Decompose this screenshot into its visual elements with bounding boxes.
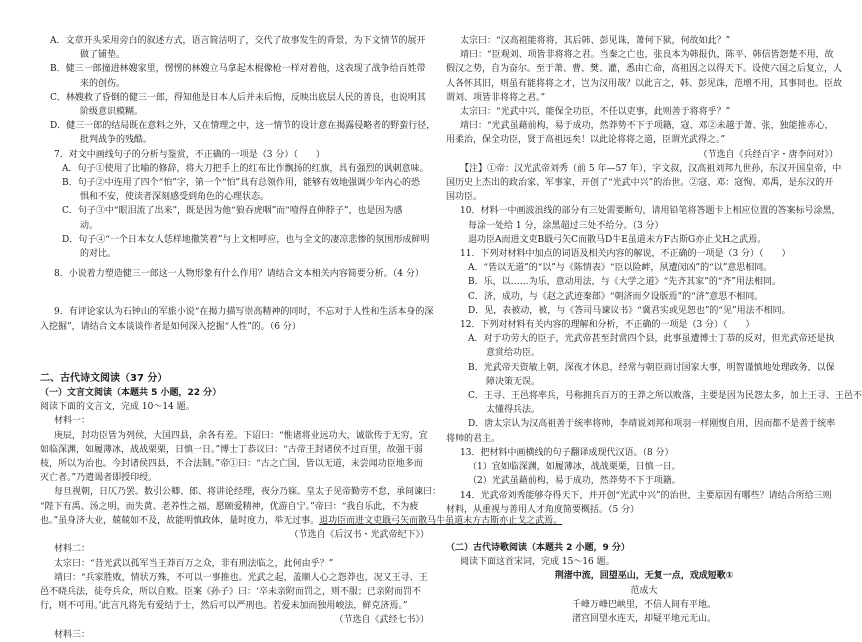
question-11: [446, 247, 842, 318]
q13-line: 13．把材料中画横线的句子翻译成现代汉语。（8 分）: [460, 447, 674, 458]
material-line: 太宗曰：“光武中兴，能保全功臣，不任以吏事，此则善于将将乎？”: [460, 107, 731, 118]
q6-option-line: D．健三一郎的结局既在意料之外，又在情理之中，这一情节的设计意在揭露侵略者的野蛮行径，: [50, 121, 436, 132]
annotation-note: [446, 162, 842, 205]
q6-option-line: 批判战争的残酷。: [80, 135, 153, 146]
question-14: [446, 489, 842, 517]
subsection-intro: 阅读下面的文言文，完成 10～14 题。: [40, 402, 195, 413]
q12-line: 12．下列对材料有关内容的理解和分析，不正确的一项是（3 分）（ ）: [460, 320, 755, 331]
poem-line: 千峰万峰巴峡里，不信人间有平地。: [571, 599, 716, 610]
material-label: 材料三：: [54, 629, 91, 640]
material-line: 用柔治，保全功臣，贤于高祖远矣！以此论将将之道，臣谓光武得之。”: [446, 135, 726, 146]
question-10: [446, 204, 842, 247]
subsection-intro: 阅读下面这首宋词，完成 15～16 题。: [460, 557, 615, 568]
material-line: 谓刘、项皆非将将之君。”: [446, 92, 546, 103]
material-line: 如临深渊，如履薄冰，战战栗栗，日慎一日。”博士丁恭议曰：“古帝王封诸侯不过百里，故强干弱: [40, 444, 423, 455]
q6-option-line: B．健三一郎撞进林嫂家里，愣愣的林嫂立马拿起木棍像枪一样对着他，这表现了战争给百姓带: [50, 64, 426, 75]
material-line: 灭亡者。”乃遣谒者即授印绶。: [40, 473, 158, 484]
q6-option-line: C．林嫂救了昏倒的健三一郎，得知他是日本人后并未后悔，反映出底层人民的善良，也说明其: [50, 92, 426, 103]
q13-line: （2）光武虽藉前构，易于成功，然莽势不下于项籍。: [468, 476, 681, 487]
q6-option-line: 做了铺垫。: [80, 50, 126, 61]
question-7: [40, 148, 433, 262]
q6-options: [40, 34, 436, 148]
material-line: “陛下有禹、汤之明，而失黄、老养性之福，愿颐爱精神，优游自宁。”帝曰：“我自乐此，不为疲: [40, 501, 419, 512]
q12-line: D．唐太宗认为汉高祖善于统率将帅，李靖说刘邦和项羽一样刚愎自用，因而都不是善于统率: [468, 419, 836, 430]
material-2: [40, 542, 433, 627]
question-13: [446, 446, 842, 489]
material-line: 庚辰，封功臣皆为列侯，大国四县，余各有差。下诏曰：“惟诸将业远功大，诚欲传于无穷，宜: [54, 430, 428, 441]
q7-stem: 7．对文中画线句子的分析与鉴赏，不正确的一项是（3 分）（ ）: [54, 149, 325, 160]
material-label: 材料二：: [54, 544, 91, 555]
material-source: （节选自《武经七书》）: [334, 615, 429, 626]
q10-line: 退功臣A而进文吏B戢弓矢C而散马D牛E虽道未方F古斯G亦止戈H之武焉。: [468, 234, 767, 245]
note-line: 国历史上杰出的政治家、军事家，开创了“光武中兴”的治世。②寇、邓：寇恂、邓禹，是东汉的开: [446, 178, 834, 189]
q12-line: A．对于功劳大的臣子，光武帝甚至封赏四个县，此事虽遭博士丁恭的反对，但光武帝还是执: [468, 334, 835, 345]
question-12: [446, 318, 862, 446]
q7-option-line: C．句子③中“眼泪流了出来”，既是因为他“狼吞虎咽”而“噎得直伸脖子”，也是因为感: [62, 206, 403, 217]
q12-line: 将帅的君主。: [446, 433, 501, 444]
q12-line: 意赏给功臣。: [486, 348, 541, 359]
note-line: 【注】①帝：汉光武帝刘秀（前 5 年—57 年），字文叔，汉高祖刘邦九世孙，东汉开国皇帝，中: [460, 163, 842, 174]
q12-line: B．光武帝天资敏上朝，深夜才休息，经常与朝臣商讨国家大事，明智谨慎地处理政务，以保: [468, 362, 835, 373]
material-line: 靖曰：“臣观刘、项皆非将将之君。当秦之亡也，张良本为韩报仇，陈平、韩信皆怨楚不用，故: [460, 50, 834, 61]
wavy-underline-passage: 退功臣而进文吏戢弓矢而散马牛虽道未方古斯亦止戈之武焉。: [319, 515, 563, 526]
q7-option-line: A．句子①使用了比喻的修辞，将大刀把手上的红布比作飘扬的红旗，具有强烈的讽刺意味。: [62, 163, 429, 174]
q12-line: 太懂得兵法。: [486, 405, 541, 416]
q14-line: 材料，从重视与善用人才角度简要概括。（5 分）: [446, 504, 640, 515]
q12-line: 障决策无误。: [486, 376, 541, 387]
material-line: 靖曰：“兵家胜败，情状万殊，不可以一事推也。光武之起，盖顺人心之怨莽也，况又王寻、王: [54, 572, 428, 583]
q11-line: D．见，表被动，被，与《答司马谏议书》“冀君实或见恕也”的“见”用法不相同。: [468, 305, 791, 316]
subsection-title: （二）古代诗歌阅读（本题共 2 小题，9 分）: [446, 542, 630, 553]
q11-line: C．济，成功，与《赵之武迹秦郎》“朝济而夕设版焉”的“济”意思不相同。: [468, 291, 764, 302]
q14-line: 14．光武帝刘秀能够夺得天下，并开创“光武中兴”的治世，主要原因有哪些？请结合所给三则: [460, 490, 832, 501]
material-source: （节选自《后汉书・光武帝纪下》）: [289, 530, 429, 541]
section-title: 二、古代诗文阅读（37 分）: [40, 372, 168, 384]
q7-option-line: 的对比。: [80, 249, 117, 260]
right-column: [446, 34, 862, 626]
material-line: 行，则不可用。’此言凡将先有爱结于士，然后可以严刑也。若爱未加而独用峻法，鲜克济焉。”: [40, 601, 408, 612]
subsection-title: （一）文言文阅读（本题共 5 小题，22 分）: [40, 388, 222, 399]
q7-option-line: D．句子④“一个日本女人恁样地撒笑着”与上文相呼应，也与全文的凄凉悲惨的氛围形成鲜明: [62, 234, 430, 245]
q10-line: 10．材料一中画波浪线的部分有三处需要断句，请用铅笔将答题卡上相应位置的答案标号涂黑，: [460, 206, 841, 217]
material-line: 邑不晓兵法，徒夸兵众，所以自败。臣案《孙子》曰：‘卒未亲附而罚之，则不服；已亲附而罚不: [40, 586, 421, 597]
q7-option-line: 惧和不安，使读者深刻感受到角色的心理状态。: [80, 192, 270, 203]
poem-line: 渚宫回望水连天，却疑平地元无山。: [571, 613, 716, 624]
poem-title: 荆渚中流，回望巫山，无复一点，戏成短歌①: [554, 571, 734, 582]
question-8: 8．小说着力塑造健三一郎这一人物形象有什么作用？请结合文本相关内容简要分析。（4 分）: [54, 269, 424, 280]
q9-line: 9．有评论家认为石钟山的军旅小说“在揭力描写崇高精神的同时，不忘对于人性和生活本身的深: [54, 307, 434, 318]
q11-line: A．“皆以无道”的“以”与《陈情表》“臣以险衅，夙遭闵凶”的“以”意思相同。: [468, 263, 773, 274]
q11-line: 11．下列对材料中加点的词语及相关内容的解说，不正确的一项是（3 分）（ ）: [460, 249, 791, 260]
material-text: 也。”虽身济大业，兢兢如不及，故能明慎政体，量时度力，举无过事。: [40, 515, 320, 526]
material-line: 每旦视朝，日仄乃罢。数引公卿、郎、将讲论经理，夜分乃寐。皇太子见帝勤劳不怠，承间谏曰：: [54, 487, 442, 498]
question-9: [40, 305, 433, 333]
material-line: 人各怀其旧，则虽有能将将之才，岂为汉用哉？以此言之，韩、彭见诛，范增不用，其事同也。臣故: [446, 78, 843, 89]
q6-option-line: A．文章开头采用旁白的叙述方式，语言简洁明了，交代了故事发生的背景，为下文情节的展开: [50, 36, 426, 46]
q9-line: 入挖掘”，请结合文本谈谈作者是如何深入挖掘“人性”的。（6 分）: [40, 321, 301, 332]
q12-line: C．王寻、王邑将率兵，号称拥兵百万的王莽之所以败落，主要是因为民怨太多，加上王寻、王邑不: [468, 391, 862, 402]
q10-line: 每涂一处给 1 分，涂黑超过三处不给分。（3 分）: [468, 220, 664, 231]
q7-option-line: 动。: [80, 220, 99, 231]
material-line: 靖曰：“光武虽藉前构，易于成功，然莽势不下于项籍，寇、邓②未越于萧、张，独能推赤心，: [460, 121, 834, 132]
material-line: 太宗曰：“汉高祖能将将，其后韩、彭见诛，萧何下狱，何故如此？”: [460, 36, 731, 46]
poem: [446, 569, 842, 626]
material-line: 太宗曰：“昔光武以孤军当王莽百万之众，非有刑法临之，此何由乎？”: [54, 558, 334, 569]
q13-line: （1）宜如临深渊，如履薄冰，战战栗栗，日慎一日。: [468, 462, 681, 473]
note-line: 国功臣。: [446, 192, 483, 203]
material-source: （节选自《兵经百字・唐李问对》）: [698, 149, 838, 160]
poem-author: 范成大: [630, 585, 658, 596]
q11-line: B．乐，以……为乐，意动用法，与《大学之道》“先齐其家”的“齐”用法相同。: [468, 277, 782, 288]
material-line: 枝，所以为治也。今封诸侯四县，不合法制。”帝①曰：“古之亡国，皆以无道，未尝闻功臣地多而: [40, 459, 423, 470]
q6-option-line: 来的创伤。: [80, 78, 126, 89]
q6-option-line: 阶级意识模糊。: [80, 107, 144, 118]
material-3: [446, 34, 842, 162]
material-label: 材料一：: [54, 416, 91, 427]
material-line: 假汉之势，自为奋尔。至于萧、曹、樊、灌，悉由亡命，高祖因之以得天下。设使六国之后复立，人: [446, 64, 843, 75]
material-line: [40, 514, 563, 528]
q7-option-line: B．句子②中连用了四个“怕”字，第一个“怕”具有总领作用，能够有效地强调少年内心的恐: [62, 178, 421, 189]
